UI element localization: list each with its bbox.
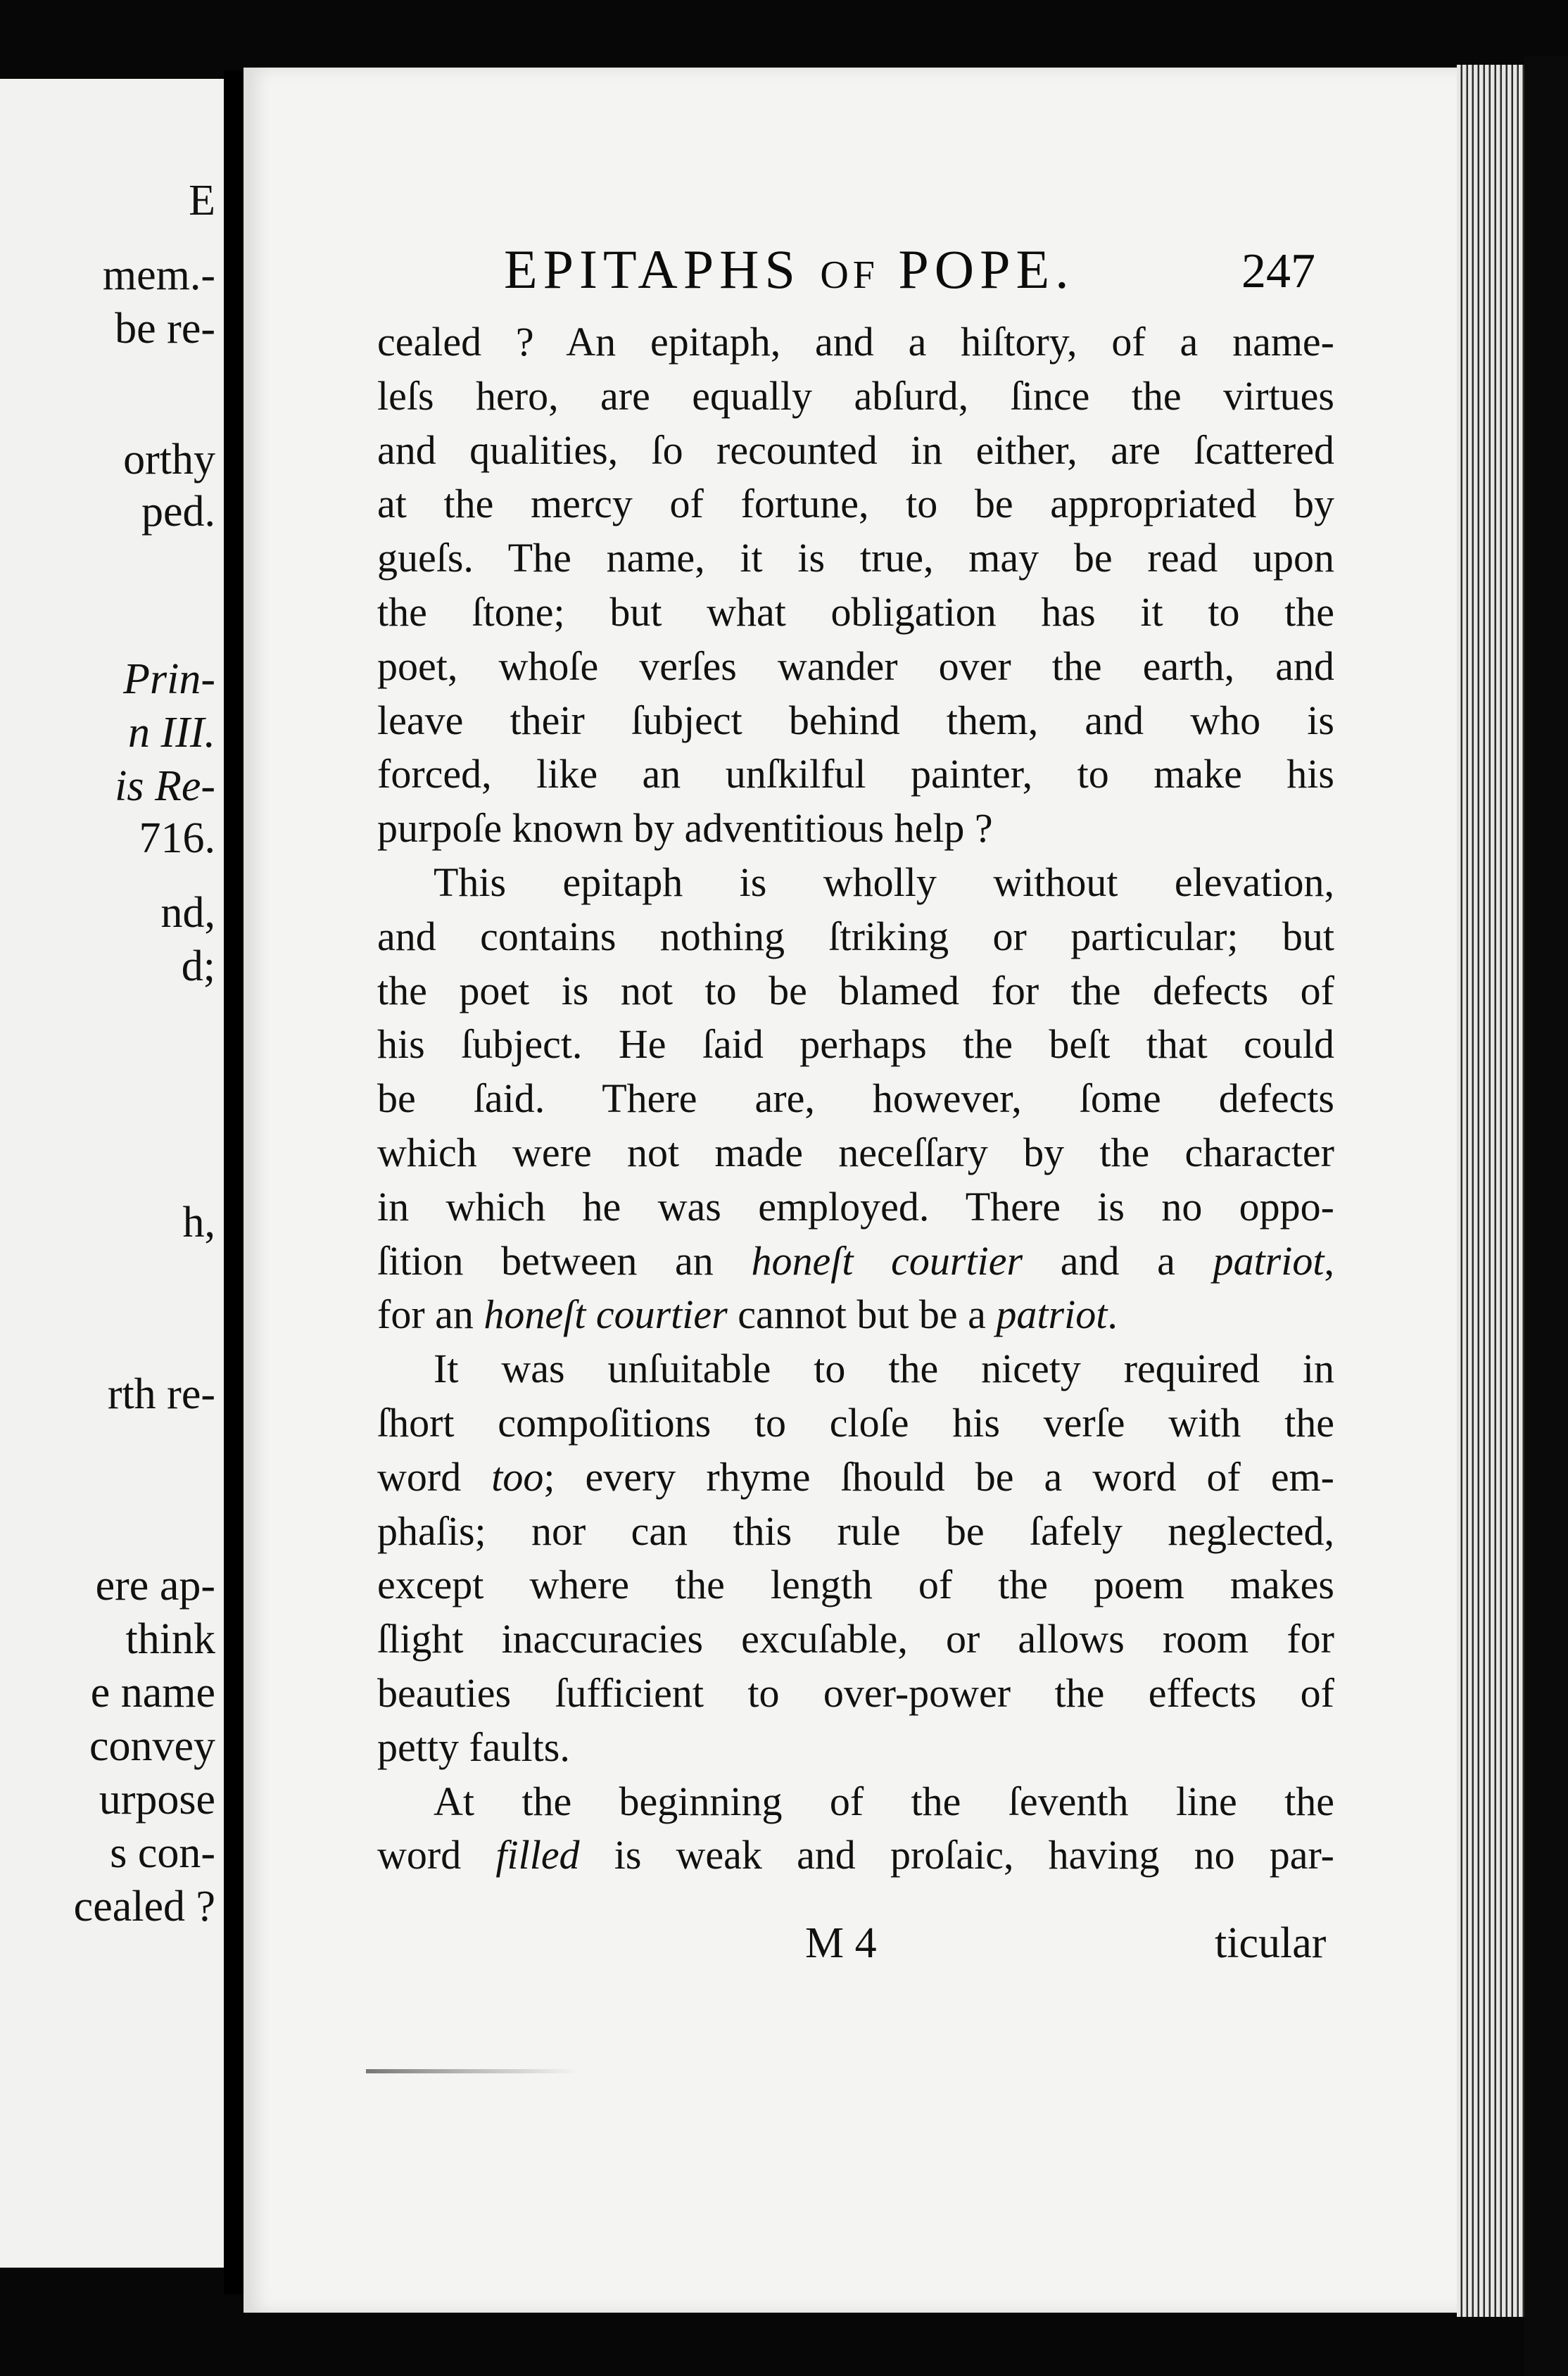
text-line: except where the length of the poem makes xyxy=(377,1562,1334,1608)
text-line: word too; every rhyme ſhould be a word of em- xyxy=(377,1453,1335,1500)
text-line: phaſis; nor can this rule be ſafely neglected, xyxy=(377,1508,1334,1554)
italic-phrase: patriot xyxy=(996,1291,1108,1338)
text-line: word filled is weak and proſaic, having no par- xyxy=(377,1832,1334,1878)
text-line: which were not made neceſſary by the character xyxy=(377,1129,1334,1175)
facing-page-line: h, xyxy=(182,1199,215,1246)
facing-page-line: 716. xyxy=(139,814,215,862)
page-number: 247 xyxy=(1241,244,1315,298)
text-line: ſlight inaccuracies excuſable, or allows room for xyxy=(377,1616,1334,1662)
gutter-shadow xyxy=(224,70,244,2294)
facing-page-line: be re- xyxy=(115,305,215,353)
page-block-edges xyxy=(1457,65,1524,2317)
facing-page-line: s con- xyxy=(110,1829,215,1877)
facing-page-line: is Re- xyxy=(115,762,215,810)
facing-page-line: e name xyxy=(90,1669,215,1717)
facing-page-line: cealed ? xyxy=(73,1883,215,1930)
facing-page-line: E xyxy=(189,177,215,225)
italic-phrase: patriot xyxy=(1213,1237,1324,1284)
running-header xyxy=(504,238,1075,301)
text-line: at the mercy of fortune, to be appropriated by xyxy=(377,481,1334,527)
text-line: leſs hero, are equally abſurd, ſince the virtues xyxy=(377,372,1334,419)
italic-phrase: too xyxy=(491,1453,544,1500)
facing-page-line: ere ap- xyxy=(95,1562,215,1610)
signature-mark: M 4 xyxy=(805,1919,877,1967)
running-header-subject: POPE. xyxy=(898,239,1075,300)
text-line: poet, whoſe verſes wander over the earth, and xyxy=(377,643,1334,689)
text-line: petty faults. xyxy=(377,1724,570,1770)
text-line: in which he was employed. There is no oppo- xyxy=(377,1183,1334,1230)
facing-page-line: nd, xyxy=(160,889,215,937)
catchword: ticular xyxy=(1215,1919,1327,1967)
text-line: At the beginning of the ſeventh line the xyxy=(434,1778,1334,1824)
facing-page-line: rth re- xyxy=(107,1370,215,1418)
facing-page-line: d; xyxy=(181,942,215,990)
text-line: This epitaph is wholly without elevation, xyxy=(434,859,1334,905)
text-line: be ſaid. There are, however, ſome defects xyxy=(377,1075,1334,1122)
italic-phrase: honeſt courtier xyxy=(483,1291,728,1338)
facing-page-line: Prin- xyxy=(123,655,215,703)
text-line: the ſtone; but what obligation has it to the xyxy=(377,588,1334,635)
ink-smudge xyxy=(366,2069,577,2073)
running-header-of: OF xyxy=(820,253,879,297)
text-line: beauties ſufficient to over-power the effects of xyxy=(377,1669,1334,1716)
text-line: gueſs. The name, it is true, may be read upon xyxy=(377,535,1334,581)
text-line: purpoſe known by adventitious help ? xyxy=(377,805,993,852)
text-line: ſhort compoſitions to cloſe his verſe with the xyxy=(377,1399,1334,1446)
text-line: forced, like an unſkilful painter, to make his xyxy=(377,751,1334,797)
facing-page-line: ped. xyxy=(141,488,215,536)
text-line: for an honeſt courtier cannot but be a patriot. xyxy=(377,1291,1118,1338)
running-header-title: EPITAPHS xyxy=(504,239,801,300)
text-line: cealed ? An epitaph, and a hiſtory, of a name- xyxy=(377,319,1334,365)
text-line: his ſubject. He ſaid perhaps the beſt that could xyxy=(377,1021,1334,1068)
italic-phrase: honeſt courtier xyxy=(751,1237,1023,1284)
text-line: ſition between an honeſt courtier and a patriot, xyxy=(377,1237,1334,1284)
facing-page-line: think xyxy=(125,1615,215,1663)
body-text xyxy=(377,315,1334,1883)
text-line: the poet is not to be blamed for the defects of xyxy=(377,967,1334,1013)
text-line: and qualities, ſo recounted in either, are ſcattered xyxy=(377,426,1334,473)
facing-page-line: orthy xyxy=(123,436,215,484)
facing-page-line: convey xyxy=(89,1722,215,1770)
facing-page-fragment xyxy=(0,79,224,2268)
text-line: leave their ſubject behind them, and who is xyxy=(377,697,1334,743)
facing-page-line: mem.- xyxy=(102,251,215,299)
italic-phrase: filled xyxy=(495,1832,580,1878)
text-line: and contains nothing ſtriking or particular; but xyxy=(377,913,1334,959)
text-line: It was unſuitable to the nicety required in xyxy=(434,1346,1334,1392)
dark-border xyxy=(1524,56,1568,2376)
facing-page-line: n III. xyxy=(128,709,215,757)
facing-page-line: urpose xyxy=(99,1776,215,1824)
